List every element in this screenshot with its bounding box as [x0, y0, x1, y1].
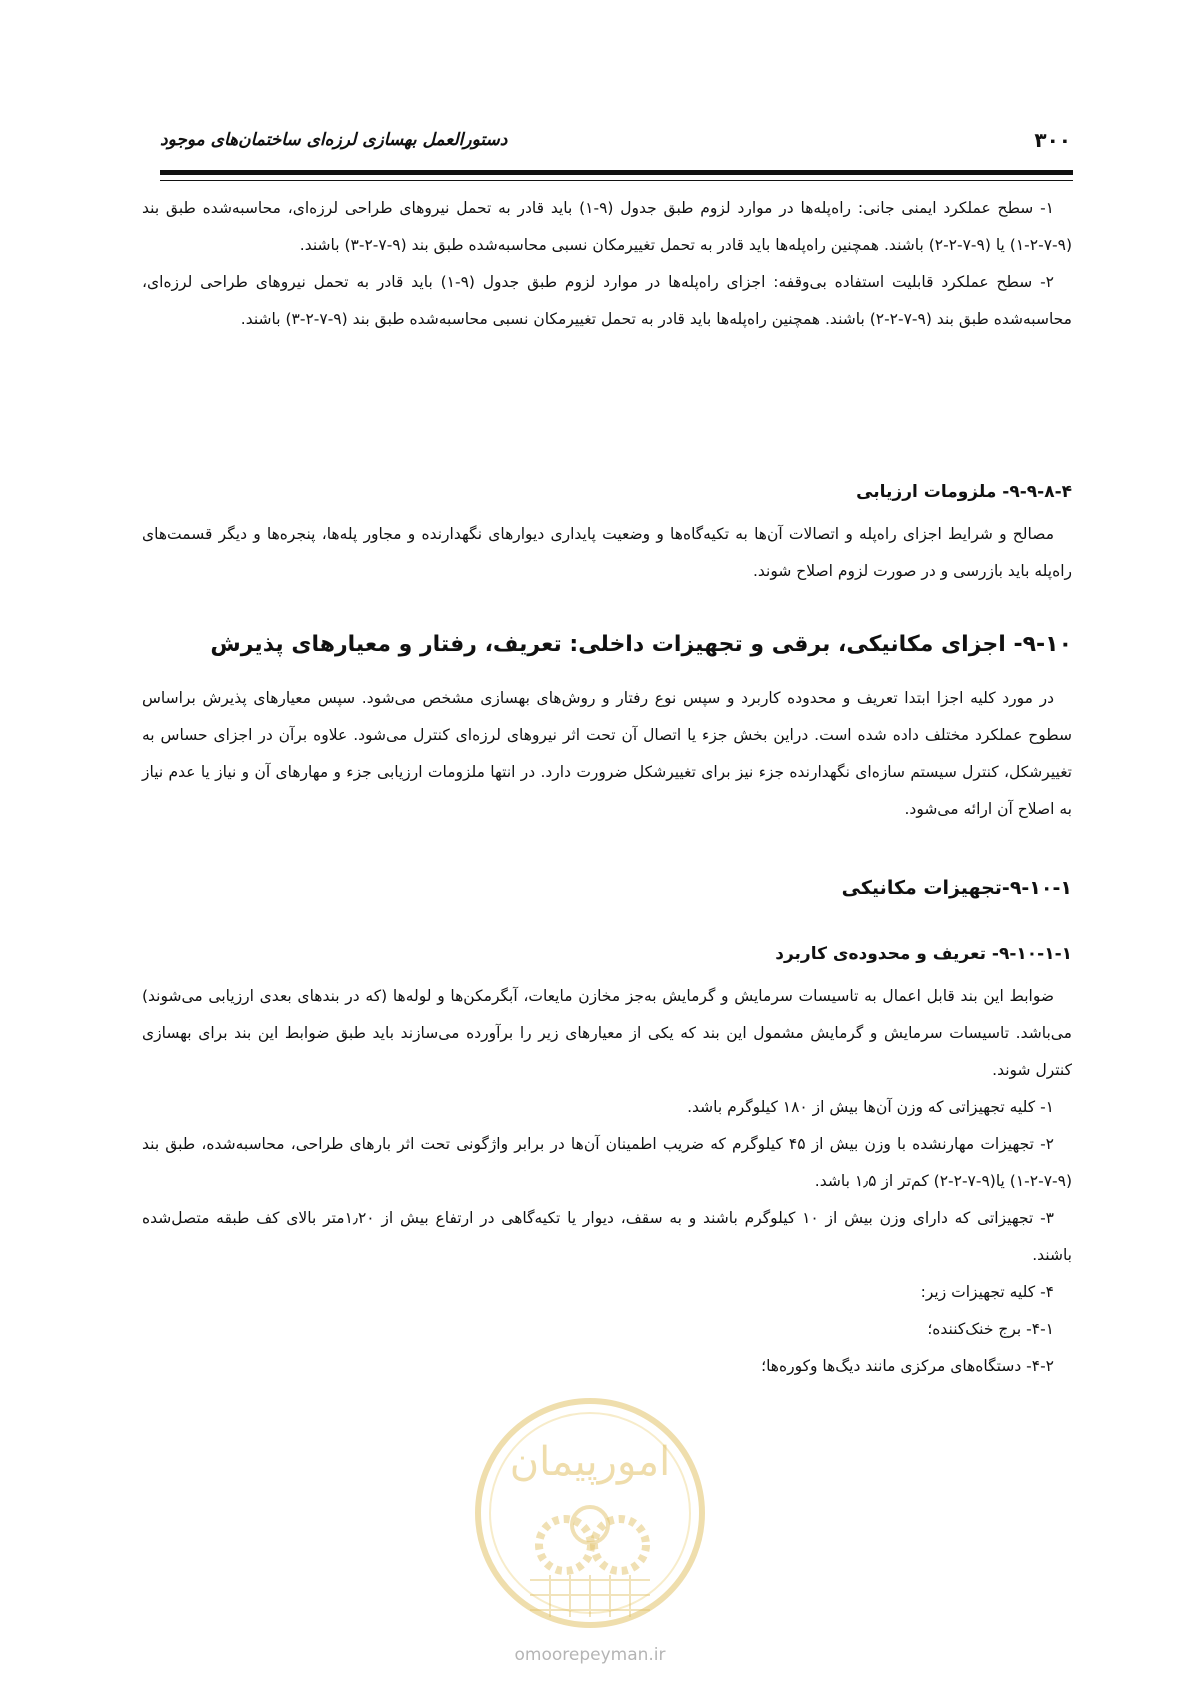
heading-assessment-requirements: ۹-۹-۸-۴- ملزومات ارزیابی: [856, 482, 1072, 502]
list-item-4-1: ۴-۱- برج خنک‌کننده؛: [927, 1320, 1054, 1338]
watermark-logo-text: امورپیمان: [509, 1439, 671, 1485]
paragraph-life-safety: ۱- سطح عملکرد ایمنی جانی: راه‌پله‌ها در موارد لزوم طبق جدول (۹-۱) باید قادر به تحمل نیروهای طراحی لرزه‌ای، محاسبه‌شده طبق بند (۹-۷-۲-۱) یا (۹-۷-۲-۲) باشند. همچنین راه‌پله‌ها باید قادر به تحمل تغییرمکان نسبی محاسبه‌شده طبق بند (۹-۷-۲-۳) باشند.: [142, 199, 1072, 254]
list-item-2: ۲- تجهیزات مهارنشده با وزن بیش از ۴۵ کیلوگرم که ضریب اطمینان آن‌ها در برابر واژگونی تحت اثر بارهای طراحی، محاسبه‌شده، طبق بند (۹-۷-۲-۱) یا(۹-۷-۲-۲) کم‌تر از ۱٫۵ باشد.: [142, 1135, 1072, 1190]
watermark-url: omoorepeyman.ir: [514, 1645, 666, 1665]
header-rule-thin: [160, 180, 1073, 181]
list-item-1: ۱- کلیه تجهیزاتی که وزن آن‌ها بیش از ۱۸۰ کیلوگرم باشد.: [687, 1098, 1054, 1116]
page-header: [160, 128, 1071, 162]
assessment-requirements-block: [142, 516, 1072, 590]
definition-scope-block: [142, 978, 1072, 1385]
paragraph-scope: ضوابط این بند قابل اعمال به تاسیسات سرمایش و گرمایش به‌جز مخازن مایعات، آبگرمکن‌ها و لوله‌ها (که در بندهای بعدی ارزیابی می‌شوند) می‌باشد. تاسیسات سرمایش و گرمایش مشمول این بند که یکی از معیارهای زیر را برآورده می‌سازند باید طبق ضوابط این بند برای بهسازی کنترل شوند.: [142, 987, 1072, 1079]
watermark-logo: [470, 1395, 710, 1640]
mep-intro-block: [142, 680, 1072, 828]
heading-mep-components: ۹-۱۰- اجزای مکانیکی، برقی و تجهیزات داخلی: تعریف، رفتار و معیارهای پذیرش: [210, 632, 1072, 657]
list-item-3: ۳- تجهیزاتی که دارای وزن بیش از ۱۰ کیلوگرم باشند و به سقف، دیوار یا تکیه‌گاهی در ارتفاع بیش از ۱٫۲۰متر بالای کف طبقه متصل‌شده باشند.: [142, 1209, 1072, 1264]
performance-levels-block: [142, 190, 1072, 338]
paragraph-stair-inspection: مصالح و شرایط اجزای راه‌پله و اتصالات آن‌ها به تکیه‌گاه‌ها و وضعیت پایداری دیوارهای نگهدارنده و مجاور پله‌ها، پنجره‌ها و دیگر قسمت‌های راه‌پله باید بازرسی و در صورت لزوم اصلاح شوند.: [142, 525, 1072, 580]
list-item-4: ۴- کلیه تجهیزات زیر:: [920, 1283, 1054, 1301]
header-rule-thick: [160, 170, 1073, 175]
paragraph-immediate-occupancy: ۲- سطح عملکرد قابلیت استفاده بی‌وقفه: اجزای راه‌پله‌ها در موارد لزوم طبق جدول (۹-۱) باید قادر به تحمل نیروهای طراحی لرزه‌ای، محاسبه‌شده طبق بند (۹-۷-۲-۲) باشند. همچنین راه‌پله‌ها باید قادر به تحمل تغییرمکان نسبی محاسبه‌شده طبق بند (۹-۷-۲-۳) باشند.: [142, 273, 1072, 328]
page-number: ۳۰۰: [1034, 128, 1071, 152]
heading-mechanical-equipment: ۹-۱۰-۱-تجهیزات مکانیکی: [841, 877, 1072, 899]
list-item-4-2: ۴-۲- دستگاه‌های مرکزی مانند دیگ‌ها وکوره‌ها؛: [761, 1357, 1054, 1375]
paragraph-mep-intro: در مورد کلیه اجزا ابتدا تعریف و محدوده کاربرد و سپس نوع رفتار و روش‌های بهسازی مشخص می‌شود. سپس معیارهای پذیرش براساس سطوح عملکرد مختلف داده شده است. دراین بخش جزء یا اتصال آن تحت اثر نیروهای لرزه‌ای کنترل می‌شود. علاوه برآن در اجزای حساس به تغییرشکل، کنترل سیستم سازه‌ای نگهدارنده جزء نیز برای تغییرشکل ضرورت دارد. در انتها ملزومات ارزیابی جزء و مهارهای آن و نیاز یا عدم نیاز به اصلاح آن ارائه می‌شود.: [142, 689, 1072, 818]
heading-definition-scope: ۹-۱۰-۱-۱- تعریف و محدوده‌ی کاربرد: [775, 944, 1072, 964]
running-title: دستورالعمل بهسازی لرزه‌ای ساختمان‌های موجود: [160, 130, 508, 150]
